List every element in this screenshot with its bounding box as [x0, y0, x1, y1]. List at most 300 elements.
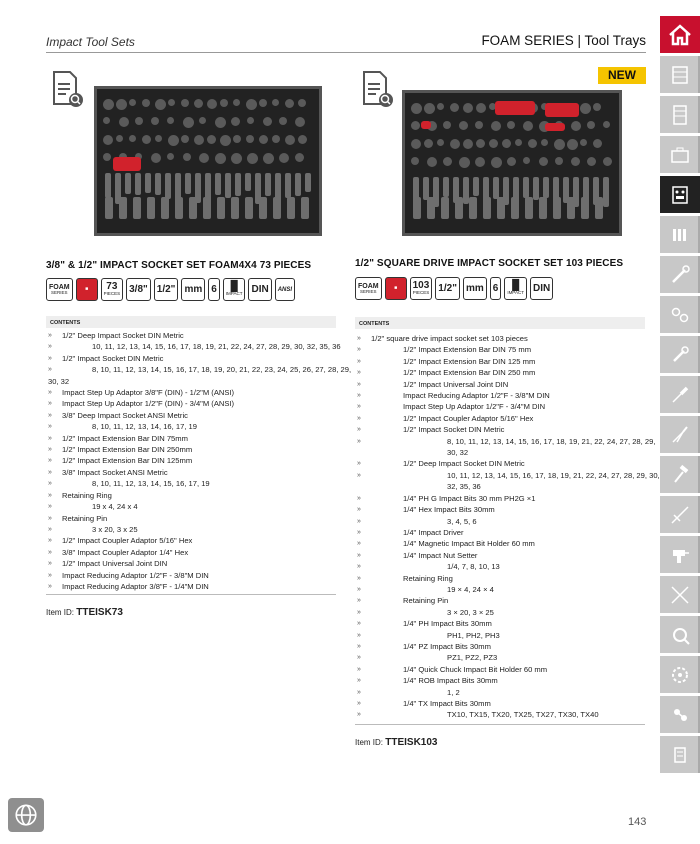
tray-socket [272, 99, 279, 106]
list-item-text: Impact Step Up Adaptor 1/2"F - 3/4"M DIN [403, 402, 546, 412]
tray-socket [181, 99, 189, 107]
tray-deep-socket [265, 173, 271, 196]
bullet-chevron-icon: » [357, 460, 361, 468]
tray-socket [593, 139, 602, 148]
bullet-chevron-icon: » [48, 389, 52, 397]
list-item [46, 467, 338, 478]
tray-socket-long [539, 197, 547, 219]
list-item [46, 410, 338, 421]
brand-badge: ■ [76, 278, 98, 301]
tray-socket [279, 117, 287, 125]
tray-socket [207, 135, 216, 144]
list-item-text: Impact Reducing Adaptor 1/2"F - 3/8"M DIN [62, 570, 209, 580]
list-item [355, 527, 647, 538]
list-item [355, 481, 647, 492]
list-item-text: 1/4" Hex Impact Bits 30mm [403, 505, 495, 515]
impact-badge-2: █ IMPACT [504, 277, 527, 300]
tray-socket-long [287, 197, 295, 219]
list-item-text: 19 × 4, 24 × 4 [447, 584, 494, 594]
tray-socket [233, 99, 240, 106]
list-item-text: 3 x 20, 3 x 25 [92, 524, 138, 534]
tray-deep-socket [225, 173, 231, 198]
list-item [355, 641, 647, 652]
bullet-chevron-icon: » [357, 357, 361, 365]
tray-socket [167, 153, 174, 160]
list-item-text: 1/2" Impact Coupler Adaptor 5/16" Hex [403, 413, 534, 423]
tray-socket [523, 121, 533, 131]
tray-socket-long [301, 197, 309, 219]
list-item-text: 30, 32 [447, 448, 469, 458]
list-item-text: 19 x 4, 24 x 4 [92, 502, 138, 512]
tray-red-accessory [545, 103, 579, 117]
tray-socket [502, 139, 511, 148]
tray-socket [247, 117, 254, 124]
tray-socket-long [469, 197, 477, 219]
bullet-chevron-icon: » [48, 571, 52, 579]
tray-deep-socket [105, 173, 111, 198]
tray-red-accessory [495, 101, 535, 115]
tray-socket [247, 153, 258, 164]
tray-deep-socket [523, 177, 529, 198]
tool-cart-icon [668, 63, 692, 87]
list-item [46, 433, 338, 444]
bullet-chevron-icon: » [357, 414, 361, 422]
tray-socket-long [511, 197, 519, 219]
tray-socket [603, 157, 612, 166]
bullet-chevron-icon: » [48, 423, 52, 431]
list-item [355, 401, 647, 412]
new-badge: NEW [598, 67, 646, 84]
tray-socket-long [525, 197, 533, 219]
right-contents-list [355, 333, 660, 721]
bullet-chevron-icon: » [48, 366, 52, 374]
tray-socket [507, 157, 516, 166]
tray-socket [259, 99, 267, 107]
tray-deep-socket [185, 173, 191, 194]
list-item [355, 436, 656, 447]
globe-button[interactable] [8, 798, 44, 832]
list-item [46, 376, 338, 387]
page-title: FOAM SERIES | Tool Trays [481, 33, 646, 48]
tray-socket [554, 139, 565, 150]
list-item [355, 424, 647, 435]
cutting-tab[interactable] [660, 576, 700, 613]
tray-socket [129, 99, 136, 106]
tray-socket [272, 135, 280, 143]
bullet-chevron-icon: » [48, 503, 52, 511]
list-item-text: 3/8" Deep Impact Socket ANSI Metric [62, 410, 188, 420]
bullet-chevron-icon: » [357, 665, 361, 673]
ansi-badge: ANSI [275, 278, 295, 301]
list-item [355, 607, 647, 618]
document-search-icon-2[interactable] [360, 70, 396, 110]
tray-socket [199, 153, 209, 163]
tray-socket-long [147, 197, 155, 219]
left-contents-header: CONTENTS [46, 316, 336, 328]
tray-socket-long [161, 197, 169, 219]
tray-deep-socket [493, 177, 499, 199]
tray-socket [476, 139, 485, 148]
hammer-tab[interactable] [660, 456, 700, 493]
list-item [355, 595, 647, 606]
list-item [46, 570, 338, 581]
list-item [355, 709, 647, 720]
list-item-text: 8, 10, 11, 12, 13, 14, 15, 16, 17, 18, 19, 20, 21, 22, 23, 24, 25, 26, 27, 28, 29, [92, 365, 352, 375]
bullet-chevron-icon: » [357, 585, 361, 593]
tray-socket [571, 121, 581, 131]
list-item [355, 538, 647, 549]
tool-cabinet-tab[interactable] [660, 96, 700, 133]
bullet-chevron-icon: » [48, 491, 52, 499]
list-item-text: 3/8" Impact Socket ANSI Metric [62, 467, 168, 477]
din-badge: DIN [248, 278, 271, 301]
tray-socket [476, 103, 486, 113]
ratchet-icon [668, 263, 692, 287]
bullet-chevron-icon: » [357, 597, 361, 605]
tray-socket-long [581, 197, 589, 219]
list-item [355, 344, 647, 355]
tray-socket [183, 117, 194, 128]
bullet-chevron-icon: » [357, 631, 361, 639]
tray-deep-socket [135, 173, 141, 195]
list-item-text: 1/2" Impact Extension Bar DIN 125mm [62, 456, 193, 466]
bullet-chevron-icon: » [48, 354, 52, 362]
bullet-chevron-icon: » [357, 677, 361, 685]
list-item [46, 387, 338, 398]
list-item [355, 413, 647, 424]
foam-tray-icon [668, 183, 692, 207]
tray-deep-socket [285, 173, 291, 198]
tray-socket [411, 139, 421, 149]
list-item-text: 8, 10, 11, 12, 13, 14, 15, 16, 17, 18, 19, 21, 22, 24, 27, 28, 29, [447, 436, 656, 446]
power-tool-icon [668, 543, 692, 567]
socket-set-tab[interactable] [660, 216, 700, 253]
list-item [46, 341, 341, 352]
tray-socket [215, 117, 226, 128]
list-item [46, 524, 338, 535]
tray-deep-socket [155, 173, 161, 195]
tray-socket [183, 153, 191, 161]
list-item [355, 675, 647, 686]
list-item [46, 444, 338, 455]
tray-socket [515, 139, 522, 146]
tray-socket [116, 135, 123, 142]
tray-socket [427, 157, 437, 167]
misc-tab[interactable] [660, 736, 700, 773]
tray-socket [450, 139, 460, 149]
tray-socket-long [427, 197, 435, 219]
tray-deep-socket [473, 177, 479, 196]
ratchet-tab[interactable] [660, 256, 700, 293]
tray-socket [231, 153, 242, 164]
din-badge-2: DIN [530, 277, 553, 300]
right-item-id: Item ID: TTEISK103 [355, 737, 438, 748]
list-item-text: Retaining Ring [403, 573, 453, 583]
list-item [355, 687, 647, 698]
tray-socket [411, 103, 422, 114]
tray-socket-long [455, 197, 463, 219]
right-product-title: 1/2" SQUARE DRIVE IMPACT SOCKET SET 103 PIECES [355, 258, 624, 269]
list-item-text: Impact Step Up Adaptor 1/2"F (DIN) - 3/4"M (ANSI) [62, 399, 235, 409]
tray-red-accessory [545, 123, 565, 131]
list-item [355, 573, 647, 584]
drive-1-2-badge: 1/2" [154, 278, 179, 301]
list-item-text: 1/2" Impact Extension Bar DIN 125 mm [403, 356, 536, 366]
six-point-badge-2: 6 [490, 277, 502, 300]
list-item [46, 513, 338, 524]
tray-socket [168, 135, 179, 146]
tray-socket [463, 103, 473, 113]
bullet-chevron-icon: » [357, 403, 361, 411]
right-product-image [402, 90, 622, 236]
list-item-text: 1/2" Impact Socket DIN Metric [403, 425, 505, 435]
tray-socket [459, 121, 468, 130]
cutting-icon [668, 583, 692, 607]
tray-red-accessory [421, 121, 431, 129]
tray-socket [437, 139, 444, 146]
tray-socket [142, 135, 151, 144]
list-item [46, 490, 338, 501]
bullet-chevron-icon: » [357, 642, 361, 650]
misc-icon [668, 743, 692, 767]
list-item-text: Retaining Ring [62, 490, 112, 500]
list-item-text: 1/2" Impact Universal Joint DIN [62, 559, 168, 569]
list-item [355, 561, 647, 572]
list-item-text: 1/4" PH Impact Bits 30mm [403, 619, 492, 629]
tray-socket [285, 99, 294, 108]
tray-socket [263, 153, 274, 164]
tray-socket [263, 117, 272, 126]
six-point-badge: 6 [208, 278, 220, 301]
measuring-tab[interactable] [660, 496, 700, 533]
document-search-icon[interactable] [50, 70, 86, 110]
tray-socket [437, 103, 444, 110]
bullet-chevron-icon: » [357, 426, 361, 434]
tray-socket-long [133, 197, 141, 219]
drive-1-2-badge-2: 1/2" [435, 277, 460, 300]
right-contents-header: CONTENTS [355, 317, 645, 329]
list-item [46, 330, 338, 341]
foam-tray-tab[interactable] [660, 176, 700, 213]
list-item [355, 367, 647, 378]
tray-socket [129, 135, 136, 142]
tray-socket [103, 153, 111, 161]
list-item-text: 1/4" Quick Chuck Impact Bit Holder 60 mm [403, 664, 548, 674]
bullet-chevron-icon: » [357, 700, 361, 707]
tray-socket [116, 99, 127, 110]
right-list-rule [355, 724, 645, 725]
wrench-tab[interactable] [660, 336, 700, 373]
left-product-title: 3/8" & 1/2" IMPACT SOCKET SET FOAM4X4 73 PIECES [46, 260, 312, 271]
list-item-text: 1/4" PH G Impact Bits 30 mm PH2G ×1 [403, 493, 536, 503]
bullet-chevron-icon: » [48, 332, 52, 339]
tray-socket [155, 135, 162, 142]
tray-deep-socket [235, 173, 241, 196]
tray-socket [220, 135, 231, 146]
list-item-text: 1/2" Impact Extension Bar DIN 250 mm [403, 368, 536, 378]
tray-deep-socket [175, 173, 181, 200]
screwdriver-tab[interactable] [660, 376, 700, 413]
tray-socket-long [413, 197, 421, 219]
tray-socket [463, 139, 473, 149]
home-tab[interactable] [660, 16, 700, 53]
list-item-text: Impact Reducing Adaptor 3/8"F - 1/4"M DIN [62, 581, 209, 591]
tray-socket [580, 139, 587, 146]
impact-badge: █ IMPACT [223, 278, 246, 301]
bullet-chevron-icon: » [357, 551, 361, 559]
list-item [46, 558, 338, 569]
tray-socket-long [245, 197, 253, 219]
list-item-text: 1/2" Impact Extension Bar DIN 75 mm [403, 345, 532, 355]
list-item-text: 1/2" Deep Impact Socket DIN Metric [403, 459, 525, 469]
accessories-icon [668, 703, 692, 727]
tray-socket [528, 139, 537, 148]
bullet-chevron-icon: » [48, 468, 52, 476]
list-item-text: 1/2" Impact Extension Bar DIN 75mm [62, 433, 188, 443]
bullet-chevron-icon: » [48, 525, 52, 533]
tray-socket-long [567, 197, 575, 219]
tray-socket [151, 117, 159, 125]
tray-socket [181, 135, 189, 143]
tray-socket-long [553, 197, 561, 219]
tray-socket [459, 157, 470, 168]
pieces-badge-2: 103 PIECES [410, 277, 433, 300]
tray-socket-long [175, 197, 183, 219]
globe-icon [13, 802, 39, 828]
list-item-text: 1/4" Magnetic Impact Bit Holder 60 mm [403, 539, 535, 549]
tool-cart-tab[interactable] [660, 56, 700, 93]
tray-socket [555, 157, 563, 165]
measuring-icon [668, 503, 692, 527]
wrench-icon [668, 343, 692, 367]
tray-socket [220, 99, 228, 107]
left-contents-list [46, 330, 352, 592]
special-tools-icon [668, 623, 692, 647]
bullet-chevron-icon: » [48, 548, 52, 556]
sockets-icon [668, 303, 692, 327]
screwdriver-icon [668, 383, 692, 407]
list-item-text: 8, 10, 11, 12, 13, 14, 16, 17, 19 [92, 422, 197, 432]
list-item [355, 504, 647, 515]
bullet-chevron-icon [355, 447, 371, 458]
list-item-text: 1/4" Impact Driver [403, 527, 464, 537]
list-item [46, 398, 338, 409]
list-item [355, 584, 647, 595]
tray-socket [246, 135, 254, 143]
bullet-chevron-icon: » [357, 608, 361, 616]
bullet-chevron-icon: » [48, 457, 52, 465]
tray-socket [246, 99, 257, 110]
tray-socket [279, 153, 289, 163]
pliers-tab[interactable] [660, 416, 700, 453]
list-item-text: PZ1, PZ2, PZ3 [447, 653, 498, 663]
tray-socket [411, 157, 419, 165]
tray-socket [489, 139, 498, 148]
list-item [46, 478, 338, 489]
tray-socket [298, 135, 307, 144]
tray-socket [491, 157, 502, 168]
list-item-text: 30, 32 [48, 376, 70, 386]
mm-badge-2: mm [463, 277, 487, 300]
bullet-chevron-icon: » [48, 560, 52, 568]
bullet-chevron-icon: » [357, 380, 361, 388]
bullet-chevron-icon: » [357, 563, 361, 571]
list-item [355, 652, 647, 663]
list-item-text: 32, 35, 36 [447, 482, 481, 492]
tray-socket-long [259, 197, 267, 219]
tray-socket-long [203, 197, 211, 219]
tray-deep-socket [165, 173, 171, 199]
bullet-chevron-icon: » [357, 540, 361, 548]
bullet-chevron-icon: » [48, 446, 52, 454]
tray-socket [259, 135, 268, 144]
list-item-text: PH1, PH2, PH3 [447, 630, 500, 640]
list-item-text: Impact Reducing Adaptor 1/2"F - 3/8"M DIN [403, 391, 550, 401]
bullet-chevron-icon: » [357, 494, 361, 502]
tray-socket-long [231, 197, 239, 219]
list-item [46, 581, 338, 592]
bullet-chevron-icon: » [48, 480, 52, 488]
list-item-text: 1/4" TX Impact Bits 30mm [403, 699, 491, 708]
list-item-text: 3, 4, 5, 6 [447, 516, 477, 526]
foam-series-badge: FOAM SERIES [46, 278, 73, 301]
tray-deep-socket [145, 173, 151, 193]
toolbox-tab[interactable] [660, 136, 700, 173]
left-list-rule [46, 594, 336, 595]
bullet-chevron-icon: » [48, 434, 52, 442]
sockets-tab[interactable] [660, 296, 700, 333]
list-item [46, 353, 338, 364]
drive-3-8-badge: 3/8" [126, 278, 151, 301]
tray-socket [491, 121, 501, 131]
tray-socket [199, 117, 206, 124]
workshop-tab[interactable] [660, 656, 700, 693]
tray-socket-long [119, 197, 127, 219]
tray-socket-long [105, 197, 113, 219]
category-sidebar [660, 16, 700, 776]
tray-socket [298, 99, 306, 107]
tray-socket [215, 153, 226, 164]
tray-socket-long [497, 197, 505, 219]
tool-cabinet-icon [668, 103, 692, 127]
power-tool-tab[interactable] [660, 536, 700, 573]
list-item-text: 3 × 20, 3 × 25 [447, 607, 494, 617]
list-item-text: Retaining Pin [62, 513, 108, 523]
tray-socket [155, 99, 166, 110]
header-rule [46, 52, 646, 53]
tray-socket [167, 117, 174, 124]
list-item [355, 390, 647, 401]
list-item-text: 1/2" Impact Universal Joint DIN [403, 379, 509, 389]
list-item [46, 547, 338, 558]
tray-socket [194, 135, 204, 145]
tray-socket [587, 121, 595, 129]
accessories-tab[interactable] [660, 696, 700, 733]
bullet-chevron-icon: » [357, 688, 361, 696]
tray-socket [507, 121, 515, 129]
bullet-chevron-icon: » [357, 574, 361, 582]
list-item [355, 516, 647, 527]
special-tools-tab[interactable] [660, 616, 700, 653]
brand-badge-2: ■ [385, 277, 407, 300]
list-item-text: TX10, TX15, TX20, TX25, TX27, TX30, TX40 [447, 710, 599, 720]
tray-socket [231, 117, 240, 126]
tray-socket [580, 103, 591, 114]
bullet-chevron-icon: » [357, 517, 361, 525]
tray-socket [443, 121, 451, 129]
list-item-text: 10, 11, 12, 13, 14, 15, 16, 17, 18, 19, 21, 22, 24, 27, 28, 29, 30, [447, 470, 660, 480]
list-item-text: 8, 10, 11, 12, 13, 14, 15, 16, 17, 19 [92, 479, 210, 489]
